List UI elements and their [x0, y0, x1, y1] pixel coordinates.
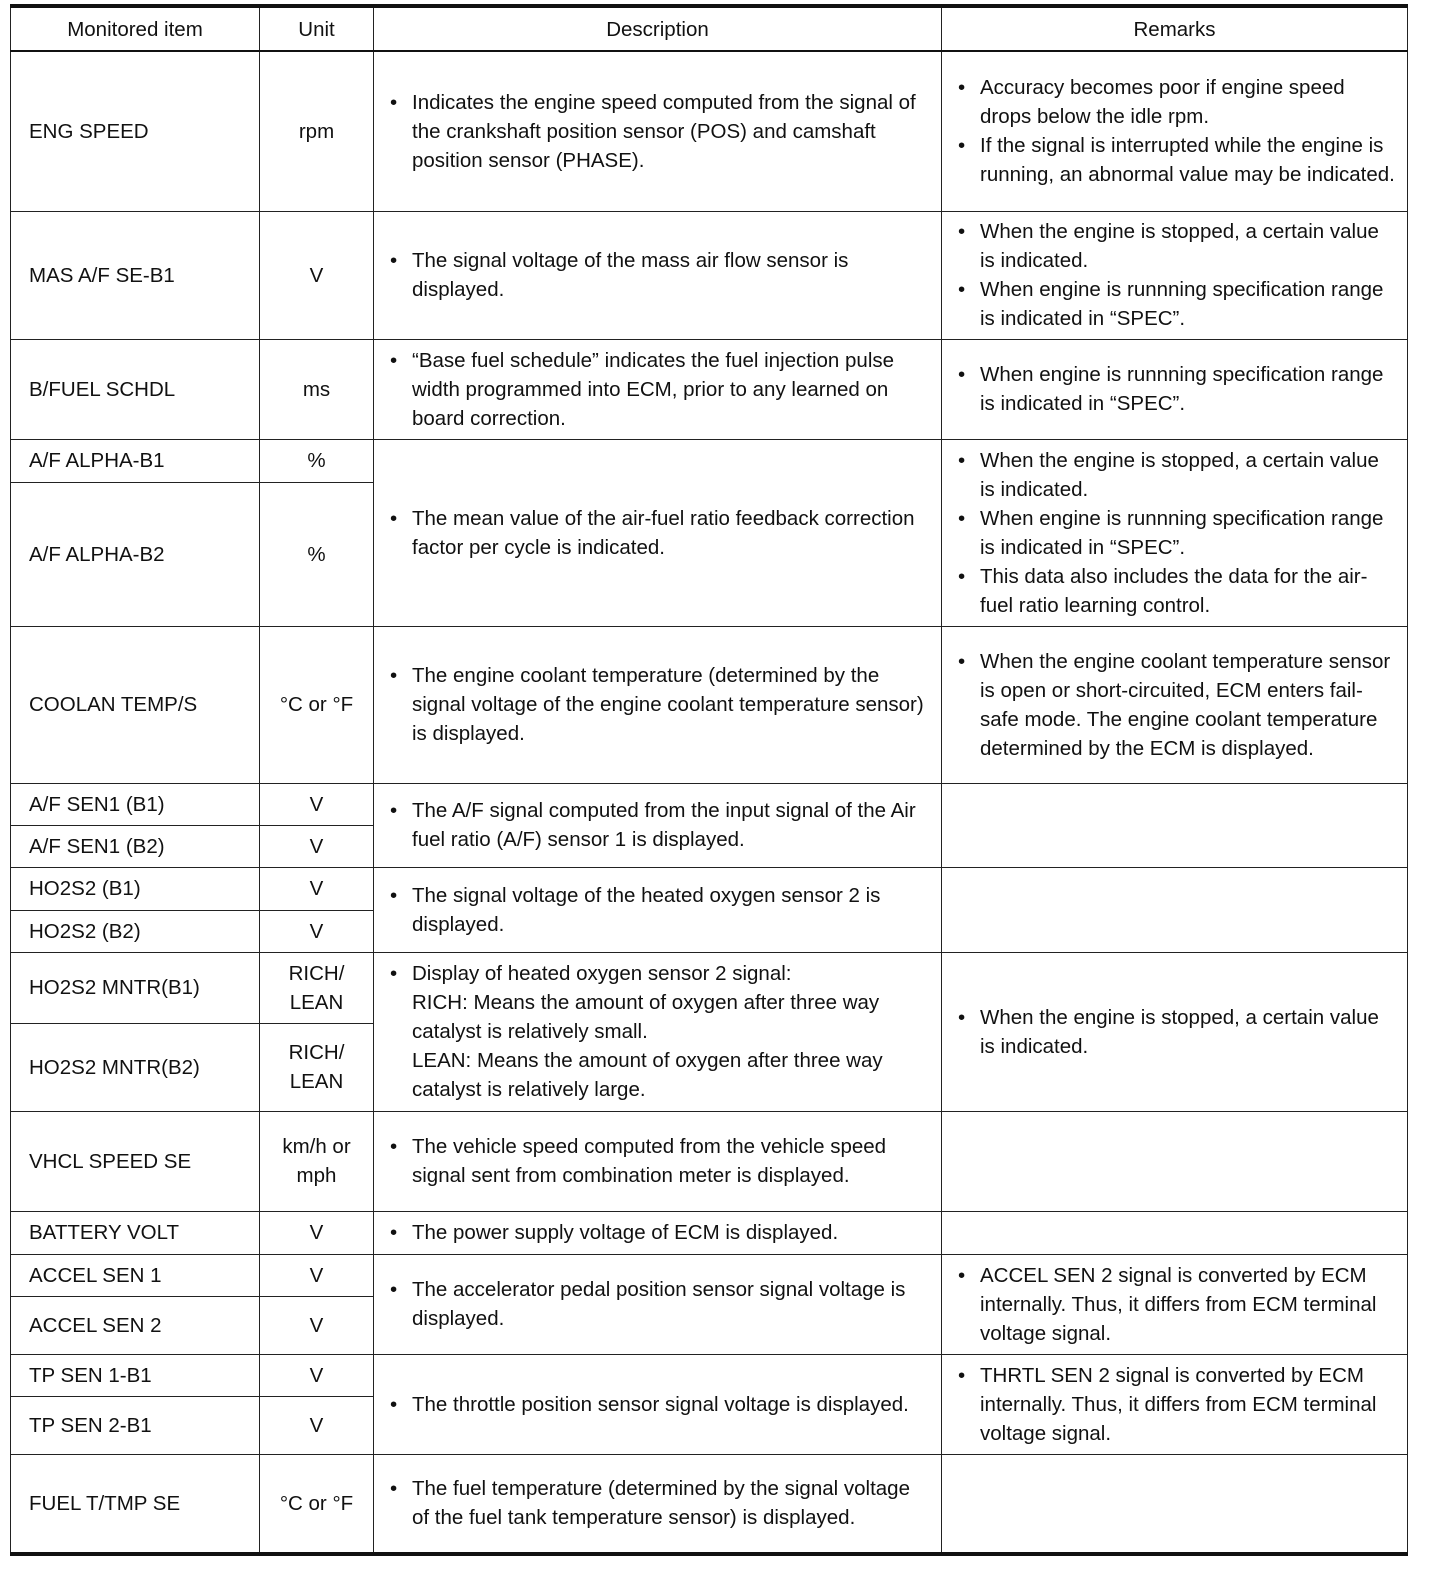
item-cell: TP SEN 1-B1: [11, 1354, 260, 1396]
table-row: [11, 626, 1408, 783]
item-cell: HO2S2 MNTR(B1): [11, 952, 260, 1023]
item-cell: HO2S2 MNTR(B2): [11, 1023, 260, 1111]
description-cell: [374, 211, 942, 339]
unit-cell: °C or °F: [260, 1454, 374, 1554]
item-cell: A/F ALPHA-B2: [11, 482, 260, 626]
unit-cell: V: [260, 1354, 374, 1396]
remark-bullet: • When engine is runnning specification range is indicated in “SPEC”.: [956, 275, 1397, 333]
item-cell: A/F SEN1 (B2): [11, 825, 260, 867]
item-cell: FUEL T/TMP SE: [11, 1454, 260, 1554]
header-unit: Unit: [260, 6, 374, 51]
remark-bullet: • When engine is runnning specification range is indicated in “SPEC”.: [956, 504, 1397, 562]
description-bullet: • The vehicle speed computed from the vehicle speed signal sent from combination meter is displayed.: [388, 1132, 931, 1190]
description-cell: [374, 1254, 942, 1354]
description-bullet: • The A/F signal computed from the input signal of the Air fuel ratio (A/F) sensor 1 is displayed.: [388, 796, 931, 854]
unit-cell: V: [260, 825, 374, 867]
description-cell: [374, 51, 942, 211]
item-cell: ENG SPEED: [11, 51, 260, 211]
monitor-table: [10, 4, 1408, 1556]
description-bullet: • The signal voltage of the mass air flow sensor is displayed.: [388, 246, 931, 304]
description-cell: [374, 1454, 942, 1554]
remarks-cell: [942, 211, 1408, 339]
description-cell: [374, 1211, 942, 1254]
header-item: Monitored item: [11, 6, 260, 51]
remark-bullet: • When engine is runnning specification range is indicated in “SPEC”.: [956, 360, 1397, 418]
unit-cell: °C or °F: [260, 626, 374, 783]
unit-cell: V: [260, 211, 374, 339]
unit-cell: V: [260, 1211, 374, 1254]
unit-cell: V: [260, 783, 374, 825]
description-line: LEAN: Means the amount of oxygen after three way catalyst is relatively large.: [412, 1049, 883, 1101]
table-row: [11, 1354, 1408, 1396]
table-row: [11, 1111, 1408, 1211]
description-bullet: • “Base fuel schedule” indicates the fuel injection pulse width programmed into ECM, prior to any learned on board correction.: [388, 346, 931, 433]
description-cell: [374, 1111, 942, 1211]
item-cell: TP SEN 2-B1: [11, 1396, 260, 1454]
item-cell: COOLAN TEMP/S: [11, 626, 260, 783]
unit-cell: V: [260, 910, 374, 952]
remarks-cell: [942, 952, 1408, 1111]
unit-cell: RICH/ LEAN: [260, 952, 374, 1023]
unit-cell: km/h or mph: [260, 1111, 374, 1211]
remarks-cell: [942, 339, 1408, 439]
description-line: RICH: Means the amount of oxygen after three way catalyst is relatively small.: [412, 991, 880, 1043]
unit-cell: rpm: [260, 51, 374, 211]
remark-bullet: • This data also includes the data for the air-fuel ratio learning control.: [956, 562, 1397, 620]
remark-bullet: • When the engine is stopped, a certain value is indicated.: [956, 217, 1397, 275]
header-description: Description: [374, 6, 942, 51]
item-cell: ACCEL SEN 1: [11, 1254, 260, 1296]
table-row: [11, 1211, 1408, 1254]
unit-cell: ms: [260, 339, 374, 439]
table-row: [11, 867, 1408, 910]
table-row: [11, 211, 1408, 339]
unit-cell: V: [260, 867, 374, 910]
remarks-cell: [942, 1254, 1408, 1354]
unit-cell: V: [260, 1396, 374, 1454]
remark-bullet: • ACCEL SEN 2 signal is converted by ECM internally. Thus, it differs from ECM terminal voltage signal.: [956, 1261, 1397, 1348]
description-bullet: [388, 959, 931, 1104]
remarks-cell: [942, 1211, 1408, 1254]
header-row: [11, 6, 1408, 51]
header-remarks: Remarks: [942, 6, 1408, 51]
description-bullet: • The throttle position sensor signal voltage is displayed.: [388, 1390, 931, 1419]
remark-bullet: • THRTL SEN 2 signal is converted by ECM internally. Thus, it differs from ECM terminal voltage signal.: [956, 1361, 1397, 1448]
description-bullet: • The accelerator pedal position sensor signal voltage is displayed.: [388, 1275, 931, 1333]
item-cell: HO2S2 (B1): [11, 867, 260, 910]
item-cell: ACCEL SEN 2: [11, 1296, 260, 1354]
description-cell: [374, 783, 942, 867]
item-cell: BATTERY VOLT: [11, 1211, 260, 1254]
description-bullet: • Indicates the engine speed computed from the signal of the crankshaft position sensor (POS) and camshaft position sensor (PHASE).: [388, 88, 931, 175]
remarks-cell: [942, 1111, 1408, 1211]
item-cell: A/F ALPHA-B1: [11, 439, 260, 482]
remark-bullet: • If the signal is interrupted while the engine is running, an abnormal value may be indicated.: [956, 131, 1397, 189]
remarks-cell: [942, 783, 1408, 867]
item-cell: B/FUEL SCHDL: [11, 339, 260, 439]
description-line: • Display of heated oxygen sensor 2 signal:: [412, 962, 792, 985]
remark-bullet: • When the engine coolant temperature sensor is open or short-circuited, ECM enters fail-safe mode. The engine coolant temperature determined by the ECM is displayed.: [956, 647, 1397, 763]
item-cell: MAS A/F SE-B1: [11, 211, 260, 339]
item-cell: A/F SEN1 (B1): [11, 783, 260, 825]
unit-cell: RICH/ LEAN: [260, 1023, 374, 1111]
table-row: [11, 339, 1408, 439]
description-bullet: • The power supply voltage of ECM is displayed.: [388, 1218, 931, 1247]
description-bullet: • The signal voltage of the heated oxygen sensor 2 is displayed.: [388, 881, 931, 939]
remarks-cell: [942, 867, 1408, 952]
description-cell: [374, 339, 942, 439]
description-bullet: • The engine coolant temperature (determined by the signal voltage of the engine coolant temperature sensor) is displayed.: [388, 661, 931, 748]
remarks-cell: [942, 626, 1408, 783]
unit-cell: %: [260, 439, 374, 482]
remarks-cell: [942, 51, 1408, 211]
table-row: [11, 439, 1408, 482]
unit-cell: V: [260, 1254, 374, 1296]
description-bullet: • The mean value of the air-fuel ratio feedback correction factor per cycle is indicated.: [388, 504, 931, 562]
table-row: [11, 783, 1408, 825]
remarks-cell: [942, 439, 1408, 626]
remark-bullet: • When the engine is stopped, a certain value is indicated.: [956, 446, 1397, 504]
remarks-cell: [942, 1454, 1408, 1554]
description-cell: [374, 952, 942, 1111]
description-cell: [374, 626, 942, 783]
description-cell: [374, 1354, 942, 1454]
item-cell: HO2S2 (B2): [11, 910, 260, 952]
unit-cell: %: [260, 482, 374, 626]
table-row: [11, 51, 1408, 211]
remark-bullet: • When the engine is stopped, a certain value is indicated.: [956, 1003, 1397, 1061]
unit-cell: V: [260, 1296, 374, 1354]
table-row: [11, 1454, 1408, 1554]
remark-bullet: • Accuracy becomes poor if engine speed drops below the idle rpm.: [956, 73, 1397, 131]
description-bullet: • The fuel temperature (determined by the signal voltage of the fuel tank temperature sensor) is displayed.: [388, 1474, 931, 1532]
description-cell: [374, 867, 942, 952]
table-row: [11, 952, 1408, 1023]
table-row: [11, 1254, 1408, 1296]
description-cell: [374, 439, 942, 626]
remarks-cell: [942, 1354, 1408, 1454]
item-cell: VHCL SPEED SE: [11, 1111, 260, 1211]
